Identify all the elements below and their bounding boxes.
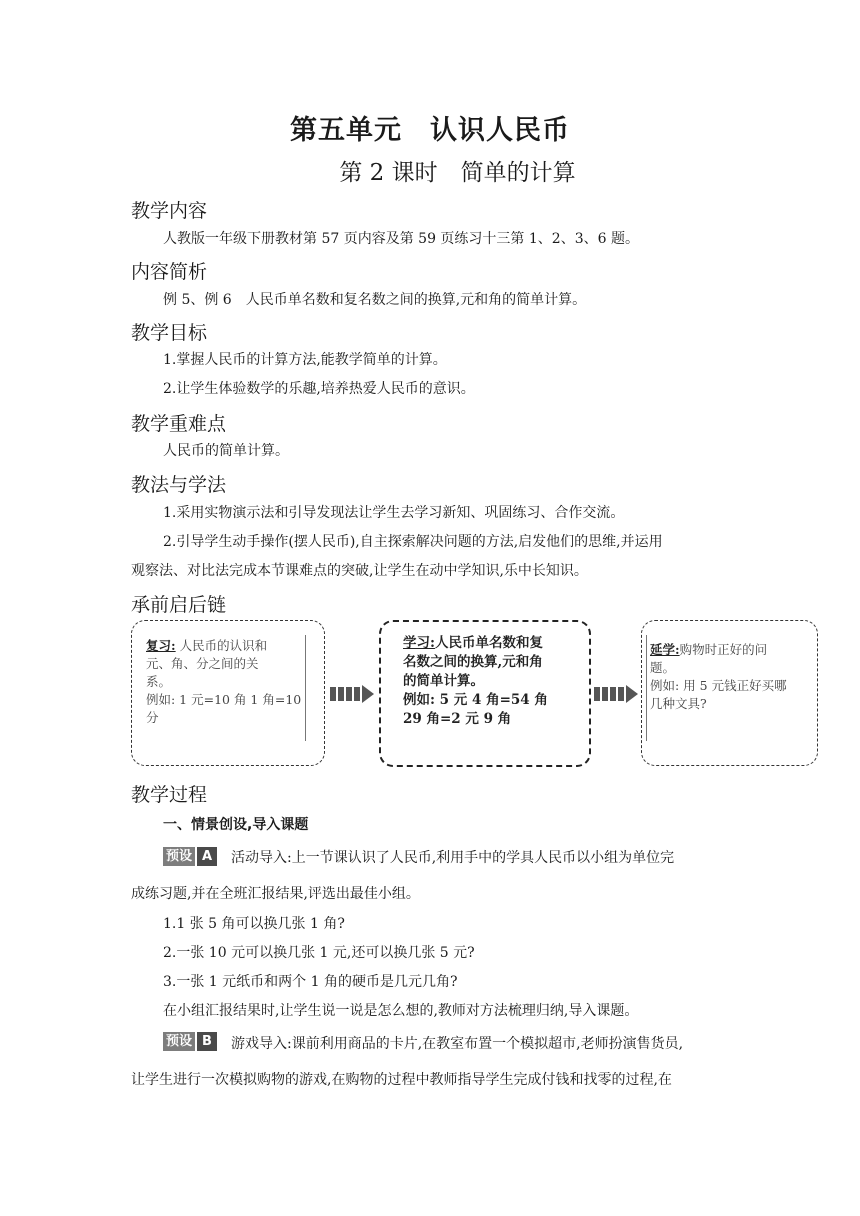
preset-b-badge-text: 预设 bbox=[163, 1032, 195, 1051]
flow-arrow-2 bbox=[594, 683, 638, 699]
review-label: 复习: bbox=[146, 638, 176, 653]
flow-arrow-1 bbox=[330, 683, 374, 699]
question-1: 1.1 张 5 角可以换几张 1 角? bbox=[163, 916, 345, 932]
heading-process: 教学过程 bbox=[131, 784, 208, 806]
review-line-5: 分 bbox=[146, 710, 159, 725]
preset-a-badge-letter: A bbox=[197, 847, 217, 866]
preset-a-line-2: 成练习题,并在全班汇报结果,评选出最佳小组。 bbox=[131, 886, 420, 902]
method-item-2: 2.引导学生动手操作(摆人民币),自主探索解决问题的方法,启发他们的思维,并运用 bbox=[163, 534, 663, 550]
heading-methods: 教法与学法 bbox=[131, 474, 227, 496]
process-step-1: 一、情景创设,导入课题 bbox=[163, 817, 309, 833]
extend-divider bbox=[646, 635, 647, 741]
study-text bbox=[403, 634, 548, 729]
lesson-subtitle: 第 2 课时 简单的计算 bbox=[339, 160, 576, 186]
preset-b-badge-letter: B bbox=[197, 1032, 217, 1051]
heading-goals: 教学目标 bbox=[131, 322, 208, 344]
review-line-3: 系。 bbox=[146, 674, 172, 689]
preset-b-badge bbox=[163, 1032, 217, 1051]
study-line-3: 的简单计算。 bbox=[403, 673, 484, 689]
review-divider bbox=[305, 635, 306, 741]
content-text: 人教版一年级下册教材第 57 页内容及第 59 页练习十三第 1、2、3、6 题。 bbox=[163, 231, 639, 247]
preset-b-line-1: 游戏导入:课前利用商品的卡片,在教室布置一个模拟超市,老师扮演售货员, bbox=[231, 1036, 684, 1052]
review-line-4: 例如: 1 元=10 角 1 角=10 bbox=[146, 692, 302, 707]
extend-line-1: 购物时正好的问 bbox=[679, 642, 768, 657]
heading-chain: 承前启后链 bbox=[131, 594, 227, 616]
study-line-1: 人民币单名数和复 bbox=[434, 635, 543, 651]
extend-box bbox=[641, 620, 818, 766]
heading-content: 教学内容 bbox=[131, 200, 208, 222]
preset-a-line-1: 活动导入:上一节课认识了人民币,利用手中的学具人民币以小组为单位完 bbox=[231, 850, 675, 866]
goal-item-1: 1.掌握人民币的计算方法,能教学简单的计算。 bbox=[163, 352, 447, 368]
review-box bbox=[131, 620, 325, 766]
heading-key-points: 教学重难点 bbox=[131, 413, 227, 435]
extend-line-2: 题。 bbox=[650, 660, 676, 675]
study-line-2: 名数之间的换算,元和角 bbox=[403, 654, 543, 670]
analysis-text: 例 5、例 6 人民币单名数和复名数之间的换算,元和角的简单计算。 bbox=[163, 292, 587, 308]
review-text bbox=[146, 637, 301, 727]
extend-line-4: 几种文具? bbox=[650, 696, 707, 711]
review-line-1: 人民币的认识和 bbox=[179, 638, 268, 653]
method-item-1: 1.采用实物演示法和引导发现法让学生去学习新知、巩固练习、合作交流。 bbox=[163, 505, 625, 521]
extend-line-3: 例如: 用 5 元钱正好买哪 bbox=[650, 678, 787, 693]
review-line-2: 元、角、分之间的关 bbox=[146, 656, 259, 671]
extend-text bbox=[650, 641, 787, 713]
study-box bbox=[379, 620, 591, 767]
question-3: 3.一张 1 元纸币和两个 1 角的硬币是几元几角? bbox=[163, 974, 458, 990]
study-line-4: 例如: 5 元 4 角=54 角 bbox=[403, 692, 548, 708]
page-title: 第五单元 认识人民币 bbox=[290, 115, 570, 146]
study-line-5: 29 角=2 元 9 角 bbox=[403, 711, 512, 727]
extend-label: 延学: bbox=[650, 642, 680, 657]
study-label: 学习: bbox=[403, 635, 435, 651]
method-item-2-cont: 观察法、对比法完成本节课难点的突破,让学生在动中学知识,乐中长知识。 bbox=[131, 563, 588, 579]
key-points-text: 人民币的简单计算。 bbox=[163, 443, 289, 459]
process-summary: 在小组汇报结果时,让学生说一说是怎么想的,教师对方法梳理归纳,导入课题。 bbox=[163, 1003, 639, 1019]
question-2: 2.一张 10 元可以换几张 1 元,还可以换几张 5 元? bbox=[163, 945, 475, 961]
preset-b-line-2: 让学生进行一次模拟购物的游戏,在购物的过程中教师指导学生完成付钱和找零的过程,在 bbox=[131, 1072, 672, 1088]
preset-a-badge bbox=[163, 847, 217, 866]
goal-item-2: 2.让学生体验数学的乐趣,培养热爱人民币的意识。 bbox=[163, 381, 475, 397]
preset-a-badge-text: 预设 bbox=[163, 847, 195, 866]
heading-analysis: 内容简析 bbox=[131, 261, 208, 283]
